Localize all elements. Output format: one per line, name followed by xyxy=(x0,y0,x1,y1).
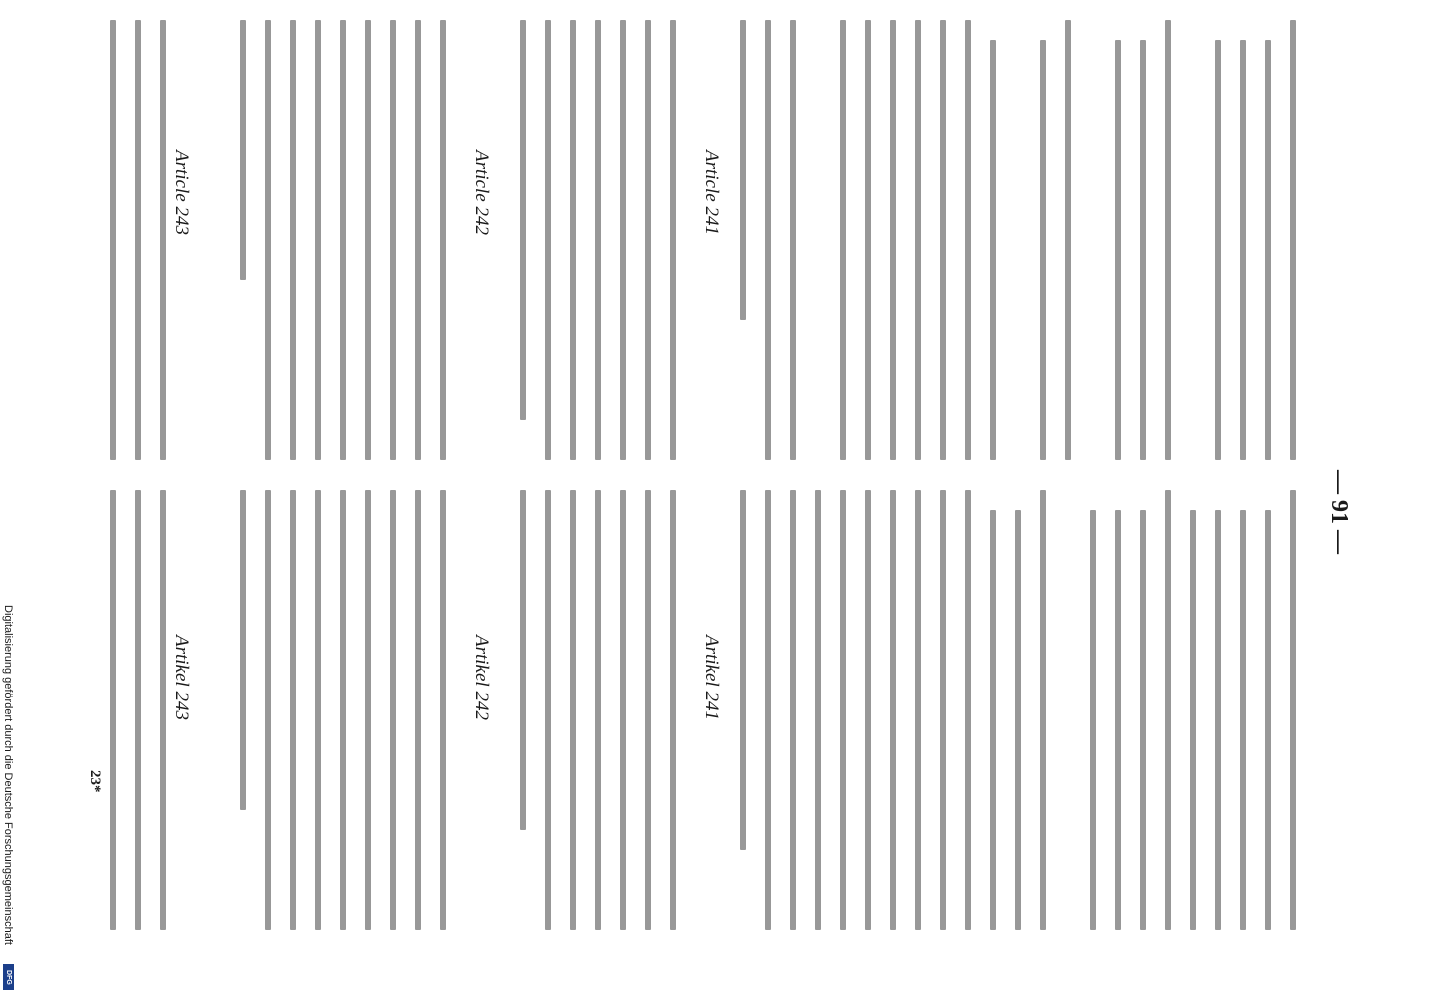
text-line xyxy=(1265,510,1271,930)
article-heading: Article 242 xyxy=(471,150,492,235)
text-line xyxy=(840,20,846,460)
text-line xyxy=(545,20,551,460)
text-line xyxy=(315,490,321,930)
article-heading: Artikel 243 xyxy=(171,635,192,720)
text-line xyxy=(520,490,526,830)
text-line xyxy=(1165,20,1171,460)
text-line xyxy=(1240,40,1246,460)
text-line xyxy=(965,490,971,930)
text-line xyxy=(865,20,871,460)
text-line xyxy=(840,490,846,930)
text-line xyxy=(340,490,346,930)
text-line xyxy=(240,20,246,280)
text-line xyxy=(620,20,626,460)
text-line xyxy=(740,490,746,850)
article-heading: Artikel 241 xyxy=(701,635,722,720)
text-line xyxy=(110,20,116,460)
text-line xyxy=(160,20,166,460)
text-line xyxy=(1190,510,1196,930)
article-heading: Article 241 xyxy=(701,150,722,235)
article-heading: Artikel 242 xyxy=(471,635,492,720)
text-line xyxy=(240,490,246,810)
text-line xyxy=(940,20,946,460)
text-line xyxy=(1290,490,1296,930)
text-line xyxy=(440,490,446,930)
text-line xyxy=(595,490,601,930)
signature-mark: 23* xyxy=(87,770,103,793)
text-line xyxy=(135,20,141,460)
text-line xyxy=(440,20,446,460)
text-line xyxy=(160,490,166,930)
footer-credit: Digitalisierung gefördert durch die Deutsche Forschungsgemeinschaft xyxy=(2,605,14,945)
text-line xyxy=(645,490,651,930)
text-line xyxy=(415,20,421,460)
text-line xyxy=(1290,20,1296,460)
text-line xyxy=(815,490,821,930)
text-line xyxy=(415,490,421,930)
text-line xyxy=(765,20,771,460)
text-line xyxy=(940,490,946,930)
text-line xyxy=(990,40,996,460)
text-line xyxy=(340,20,346,460)
text-line xyxy=(1040,40,1046,460)
text-line xyxy=(390,20,396,460)
text-line xyxy=(290,20,296,460)
text-line xyxy=(365,20,371,460)
text-line xyxy=(365,490,371,930)
text-line xyxy=(645,20,651,460)
text-line xyxy=(965,20,971,460)
text-line xyxy=(790,490,796,930)
text-line xyxy=(570,490,576,930)
text-line xyxy=(265,490,271,930)
text-line xyxy=(1240,510,1246,930)
text-line xyxy=(595,20,601,460)
text-line xyxy=(520,20,526,420)
text-line xyxy=(1115,510,1121,930)
text-line xyxy=(765,490,771,930)
text-line xyxy=(915,20,921,460)
text-line xyxy=(1065,20,1071,460)
text-line xyxy=(1265,40,1271,460)
text-line xyxy=(545,490,551,930)
text-line xyxy=(1090,510,1096,930)
text-line xyxy=(315,20,321,460)
text-line xyxy=(390,490,396,930)
text-line xyxy=(790,20,796,460)
text-line xyxy=(890,20,896,460)
text-line xyxy=(570,20,576,460)
text-line xyxy=(670,20,676,460)
article-heading: Article 243 xyxy=(171,150,192,235)
text-line xyxy=(670,490,676,930)
text-line xyxy=(1040,490,1046,930)
text-line xyxy=(1140,40,1146,460)
text-line xyxy=(990,510,996,930)
text-line xyxy=(135,490,141,930)
text-line xyxy=(1215,40,1221,460)
text-line xyxy=(1115,40,1121,460)
text-line xyxy=(1140,510,1146,930)
text-line xyxy=(620,490,626,930)
text-line xyxy=(265,20,271,460)
dfg-logo: DFG xyxy=(3,964,14,990)
text-line xyxy=(915,490,921,930)
french-column xyxy=(110,20,1310,460)
text-line xyxy=(865,490,871,930)
text-line xyxy=(1215,510,1221,930)
text-line xyxy=(740,20,746,320)
text-line xyxy=(1015,510,1021,930)
page-number: — 91 — xyxy=(1326,470,1352,554)
text-line xyxy=(1165,490,1171,930)
text-line xyxy=(290,490,296,930)
text-line xyxy=(890,490,896,930)
text-line xyxy=(110,490,116,930)
